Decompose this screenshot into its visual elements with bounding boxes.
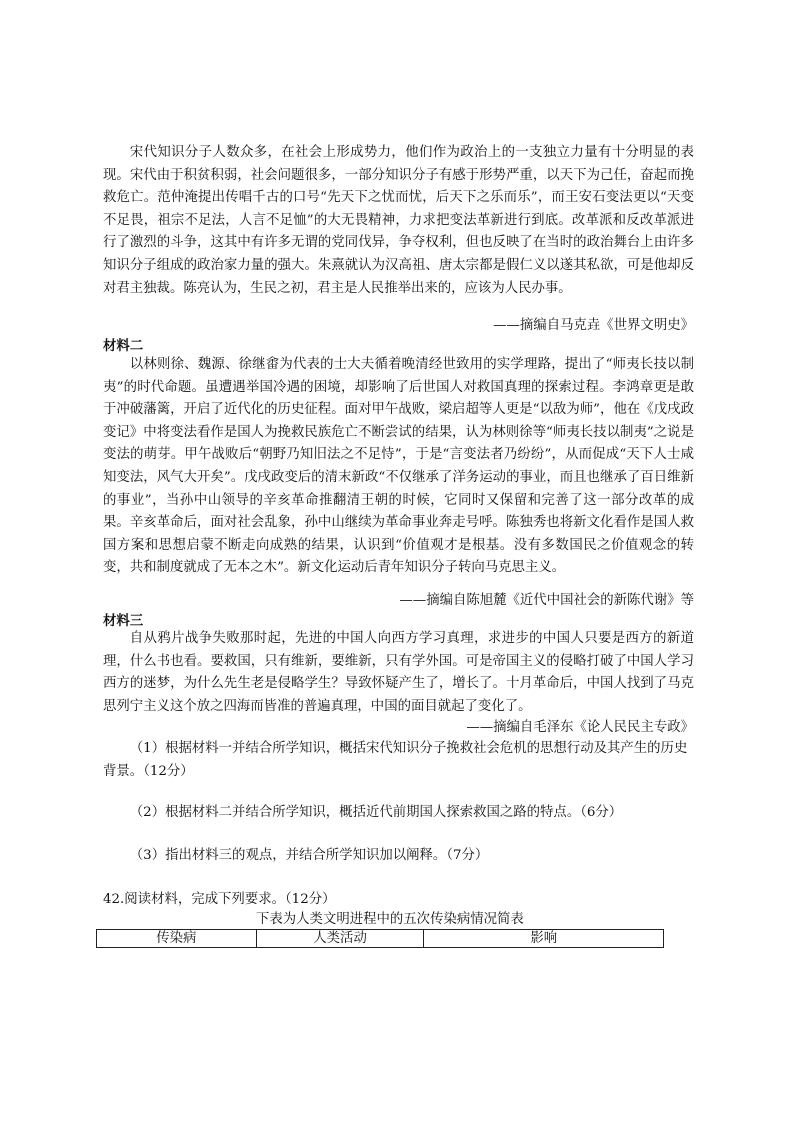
material3-source: ——摘编自毛泽东《论人民民主专政》 — [466, 720, 694, 735]
question-3: （3）指出材料三的观点，并结合所学知识加以阐释。（7分） — [129, 848, 489, 863]
table-caption: 下表为人类文明进程中的五次传染病情况简表 — [256, 912, 524, 927]
material2-heading: 材料二 — [103, 338, 144, 354]
col-header-impact: 影响 — [424, 930, 664, 948]
material3-heading: 材料三 — [103, 613, 144, 629]
col-header-human-activity: 人类活动 — [256, 930, 424, 948]
question-42-prompt: 42.阅读材料，完成下列要求。（12分） — [103, 892, 336, 907]
material1-paragraph: 宋代知识分子人数众多，在社会上形成势力，他们作为政治上的一支独立力量有十分明显的表现。宋代由于积贫积弱，社会问题很多，一部分知识分子有感于形势严重，以天下为己任，奋起而挽救危亡。范仲淹提出传唱千古的口号“先天下之忧而忧，后天下之乐而乐”，而王安石变法更以“天变不足畏，祖宗不足法，人言不足恤”的大无畏精神，力求把变法革新进行到底。改革派和反改革派进行了激烈的斗争，这其中有许多无谓的党同伐异，争夺权利，但也反映了在当时的政治舞台上由许多知识分子组成的政治家力量的强大。朱熹就认为汉高祖、唐太宗都是假仁义以遂其私欲，可是他却反对君主独裁。陈亮认为，生民之初，君主是人民推举出来的，应该为人民办事。 — [103, 145, 694, 296]
material3-paragraph: 自从鸦片战争失败那时起，先进的中国人向西方学习真理，求进步的中国人只要是西方的新道理，什么书也看。要救国，只有维新，要维新，只有学外国。可是帝国主义的侵略打破了中国人学习西方的迷梦，为什么先生老是侵略学生？导致怀疑产生了，增长了。十月革命后，中国人找到了马克思列宁主义这个放之四海而皆准的普遍真理，中国的面目就起了变化了。 — [103, 631, 694, 714]
material2-source: ——摘编自陈旭麓《近代中国社会的新陈代谢》等 — [399, 593, 694, 608]
question-1: （1）根据材料一并结合所学知识，概括宋代知识分子挽救社会危机的思想行动及其产生的历史背景。（12分） — [103, 741, 688, 779]
table-header-row — [97, 930, 664, 948]
disease-table — [96, 929, 664, 948]
question-2: （2）根据材料二并结合所学知识，概括近代前期国人探索救国之路的特点。（6分） — [129, 805, 623, 820]
material2-paragraph: 以林则徐、魏源、徐继畬为代表的士大夫循着晚清经世致用的实学理路，提出了“师夷长技以制夷”的时代命题。虽遭遇举国冷遇的困境，却影响了后世国人对救国真理的探索过程。李鸿章更是敢于冲破藩篱，开启了近代化的历史征程。面对甲午战败，梁启超等人更是“以敌为师”，他在《戊戌政变记》中将变法看作是国人为挽救民族危亡不断尝试的结果，认为林则徐等“师夷长技以制夷”之说是变法的萌芽。甲午战败后“朝野乃知旧法之不足恃”，于是“言变法者乃纷纷”，从而促成“天下人士咸知变法，风气大开矣”。戊戌政变后的清末新政“不仅继承了洋务运动的事业，而且也继承了百日维新的事业”，当孙中山领导的辛亥革命推翻清王朝的时候，它同时又保留和完善了这一部分改革的成果。辛亥革命后，面对社会乱象，孙中山继续为革命事业奔走号呼。陈独秀也将新文化看作是国人救国方案和思想启蒙不断走向成熟的结果，认识到“价值观才是根基。没有多数国民之价值观念的转变，共和制度就成了无本之木”。新文化运动后青年知识分子转向马克思主义。 — [103, 357, 694, 576]
material1-source: ——摘编自马克垚《世界文明史》 — [493, 318, 694, 333]
col-header-disease: 传染病 — [97, 930, 257, 948]
